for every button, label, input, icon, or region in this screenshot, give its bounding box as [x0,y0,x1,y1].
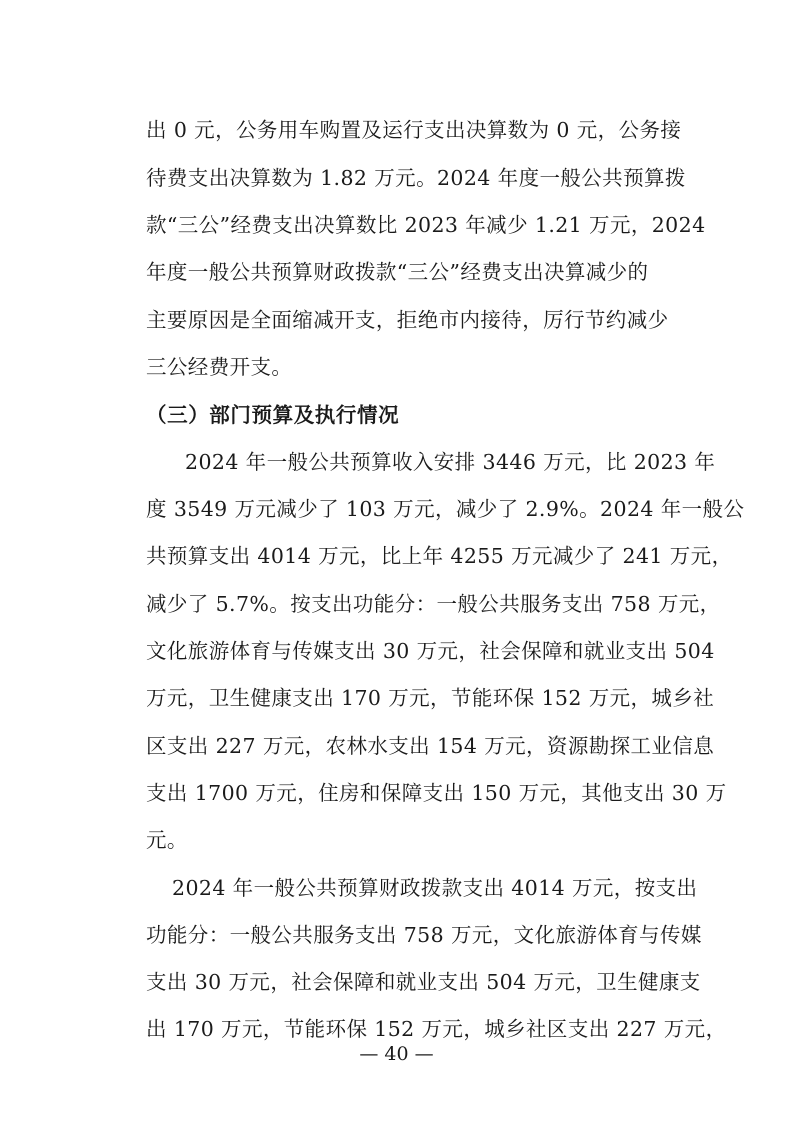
paragraph-line: 出 170 万元，节能环保 152 万元，城乡社区支出 227 万元， [146,1017,727,1041]
paragraph-line: 度 3549 万元减少了 103 万元，减少了 2.9%。2024 年一般公 [146,497,745,521]
paragraph-line: 待费支出决算数为 1.82 万元。2024 年度一般公共预算拨 [146,166,686,190]
page-number: — 40 — [359,1043,434,1065]
paragraph-line: 区支出 227 万元，农林水支出 154 万元，资源勘探工业信息 [146,734,715,758]
paragraph-line: 支出 30 万元，社会保障和就业支出 504 万元，卫生健康支 [146,970,701,994]
paragraph-line: 2024 年一般公共预算收入安排 3446 万元，比 2023 年 [185,450,716,474]
paragraph-line: 款“三公”经费支出决算数比 2023 年减少 1.21 万元，2024 [146,213,706,237]
paragraph-line: 2024 年一般公共预算财政拨款支出 4014 万元，按支出 [172,876,698,900]
paragraph-line: 减少了 5.7%。按支出功能分：一般公共服务支出 758 万元， [146,592,721,616]
paragraph-line: 文化旅游体育与传媒支出 30 万元，社会保障和就业支出 504 [146,639,715,663]
paragraph-line: 出 0 元，公务用车购置及运行支出决算数为 0 元，公务接 [146,118,682,142]
section-heading: （三）部门预算及执行情况 [146,403,400,427]
paragraph-line: 万元，卫生健康支出 170 万元，节能环保 152 万元，城乡社 [146,686,715,710]
paragraph-line: 功能分：一般公共服务支出 758 万元，文化旅游体育与传媒 [146,923,702,947]
paragraph-line: 三公经费开支。 [146,355,293,379]
paragraph-line: 元。 [146,828,188,852]
paragraph-line: 年度一般公共预算财政拨款“三公”经费支出决算减少的 [146,260,649,284]
paragraph-line: 支出 1700 万元，住房和保障支出 150 万元，其他支出 30 万 [146,781,727,805]
paragraph-line: 主要原因是全面缩减开支，拒绝市内接待，厉行节约减少 [146,308,669,332]
paragraph-line: 共预算支出 4014 万元，比上年 4255 万元减少了 241 万元， [146,544,733,568]
